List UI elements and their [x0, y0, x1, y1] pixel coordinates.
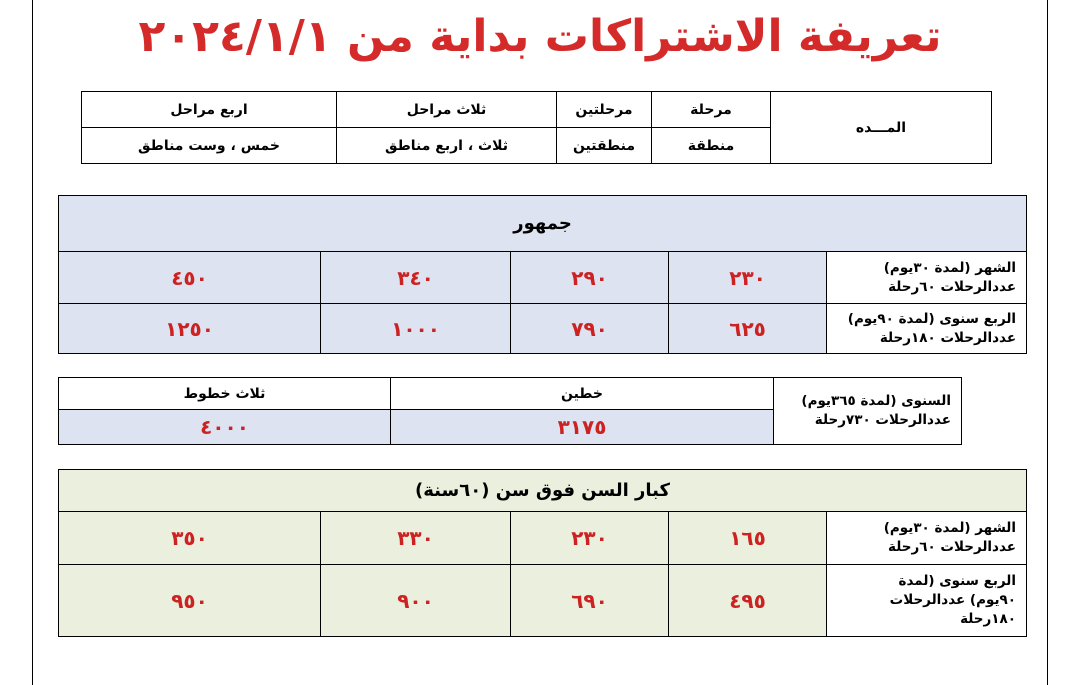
duration-header: المـــده	[771, 92, 992, 164]
zone-cell: خمس ، وست مناطق	[82, 128, 337, 164]
public-month-label: الشهر (لمدة ٣٠يوم) عددالرحلات ٦٠رحلة	[827, 252, 1027, 304]
page-border-left	[32, 0, 33, 685]
public-table	[58, 195, 1027, 354]
page-title: تعريفة الاشتراكات بداية من ٢٠٢٤/١/١	[138, 11, 942, 62]
price-value: ٢٣٠	[669, 252, 827, 304]
price-value: ٤٥٠	[59, 252, 321, 304]
price-value: ٣١٧٥	[391, 410, 774, 445]
price-value: ٢٣٠	[511, 512, 669, 565]
annual-label: السنوى (لمدة ٣٦٥يوم) عددالرحلات ٧٣٠رحلة	[774, 378, 962, 445]
price-value: ٢٩٠	[511, 252, 669, 304]
price-value: ١٦٥	[669, 512, 827, 565]
seniors-quarter-label: الربع سنوى (لمدة ٩٠يوم) عددالرحلات ١٨٠رحلة	[827, 565, 1027, 637]
price-value: ٩٥٠	[59, 565, 321, 637]
annual-col-three-lines: ثلاث خطوط	[59, 378, 391, 410]
zone-cell: منطقتين	[557, 128, 652, 164]
price-value: ١٢٥٠	[59, 304, 321, 354]
duration-table	[81, 91, 992, 164]
price-value: ٦٩٠	[511, 565, 669, 637]
price-value: ٩٠٠	[321, 565, 511, 637]
seniors-title: كبار السن فوق سن (٦٠سنة)	[59, 470, 1027, 512]
seniors-table	[58, 469, 1027, 637]
price-value: ٣٤٠	[321, 252, 511, 304]
public-quarter-label: الربع سنوى (لمدة ٩٠يوم) عددالرحلات ١٨٠رحلة	[827, 304, 1027, 354]
price-value: ٣٣٠	[321, 512, 511, 565]
zone-cell: ثلاث ، اربع مناطق	[337, 128, 557, 164]
stage-cell: مرحلتين	[557, 92, 652, 128]
price-value: ٧٩٠	[511, 304, 669, 354]
price-value: ٤٠٠٠	[59, 410, 391, 445]
stage-cell: ثلاث مراحل	[337, 92, 557, 128]
seniors-month-label: الشهر (لمدة ٣٠يوم) عددالرحلات ٦٠رحلة	[827, 512, 1027, 565]
price-value: ٦٢٥	[669, 304, 827, 354]
zone-cell: منطقة	[652, 128, 771, 164]
annual-col-two-lines: خطين	[391, 378, 774, 410]
price-value: ١٠٠٠	[321, 304, 511, 354]
page-border-right	[1047, 0, 1048, 685]
price-value: ٣٥٠	[59, 512, 321, 565]
price-value: ٤٩٥	[669, 565, 827, 637]
public-title: جمهور	[59, 196, 1027, 252]
annual-table	[58, 377, 962, 445]
stage-cell: مرحلة	[652, 92, 771, 128]
stage-cell: اربع مراحل	[82, 92, 337, 128]
